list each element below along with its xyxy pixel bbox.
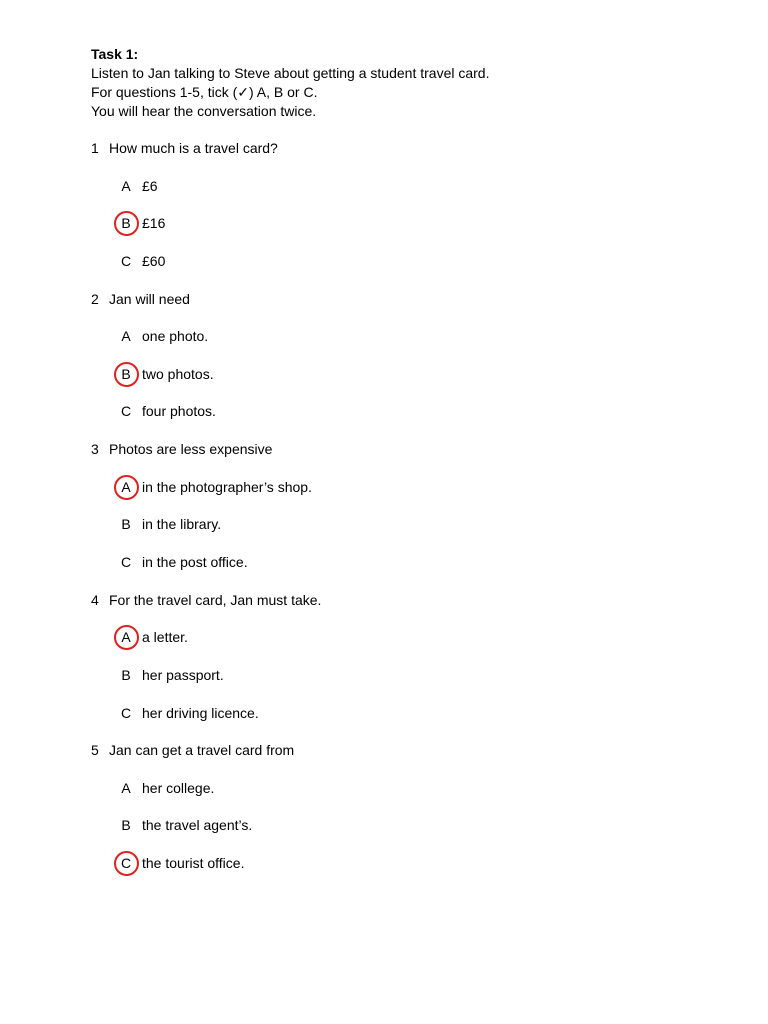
option-text: £16 bbox=[142, 215, 166, 231]
option-letter-circled: A bbox=[114, 627, 138, 647]
question-number: 5 bbox=[91, 742, 99, 758]
task-instructions bbox=[91, 45, 489, 121]
option-letter-circled: B bbox=[114, 364, 138, 384]
option-text: her driving licence. bbox=[142, 705, 259, 721]
question-number: 1 bbox=[91, 140, 99, 156]
instruction-line: You will hear the conversation twice. bbox=[91, 103, 317, 119]
option-text: £6 bbox=[142, 178, 158, 194]
question-number: 2 bbox=[91, 291, 99, 307]
question-text: How much is a travel card? bbox=[109, 140, 278, 156]
option-text: the travel agent’s. bbox=[142, 817, 253, 833]
question-number: 3 bbox=[91, 441, 99, 457]
option-text: in the post office. bbox=[142, 554, 248, 570]
option-text: her passport. bbox=[142, 667, 224, 683]
option-letter: C bbox=[120, 253, 132, 269]
option-letter: B bbox=[121, 817, 131, 833]
option-text: two photos. bbox=[142, 366, 214, 382]
option-text: one photo. bbox=[142, 328, 209, 344]
option-text: £60 bbox=[142, 253, 166, 269]
option-text: the tourist office. bbox=[142, 855, 245, 871]
option-letter-circled: C bbox=[114, 853, 138, 873]
option-text: four photos. bbox=[142, 403, 216, 419]
option-letter: A bbox=[121, 780, 131, 796]
option-letter: A bbox=[121, 178, 131, 194]
option-letter: B bbox=[121, 667, 131, 683]
option-letter-circled: A bbox=[114, 477, 138, 497]
option-letter: A bbox=[121, 328, 131, 344]
option-text: in the photographer’s shop. bbox=[142, 479, 312, 495]
instruction-line: Listen to Jan talking to Steve about getting a student travel card. bbox=[91, 65, 490, 81]
option-letter: C bbox=[120, 705, 132, 721]
question-text: Jan will need bbox=[109, 291, 190, 307]
option-letter: C bbox=[120, 554, 132, 570]
question-text: Photos are less expensive bbox=[109, 441, 273, 457]
option-text: in the library. bbox=[142, 516, 222, 532]
option-text: her college. bbox=[142, 780, 215, 796]
question-number: 4 bbox=[91, 592, 99, 608]
option-letter: B bbox=[121, 516, 131, 532]
option-letter: C bbox=[120, 403, 132, 419]
question-text: Jan can get a travel card from bbox=[109, 742, 295, 758]
instruction-line: For questions 1-5, tick (✓) A, B or C. bbox=[91, 84, 318, 100]
task-title: Task 1: bbox=[91, 46, 139, 62]
question-text: For the travel card, Jan must take. bbox=[109, 592, 322, 608]
option-letter-circled: B bbox=[114, 213, 138, 233]
option-text: a letter. bbox=[142, 629, 188, 645]
